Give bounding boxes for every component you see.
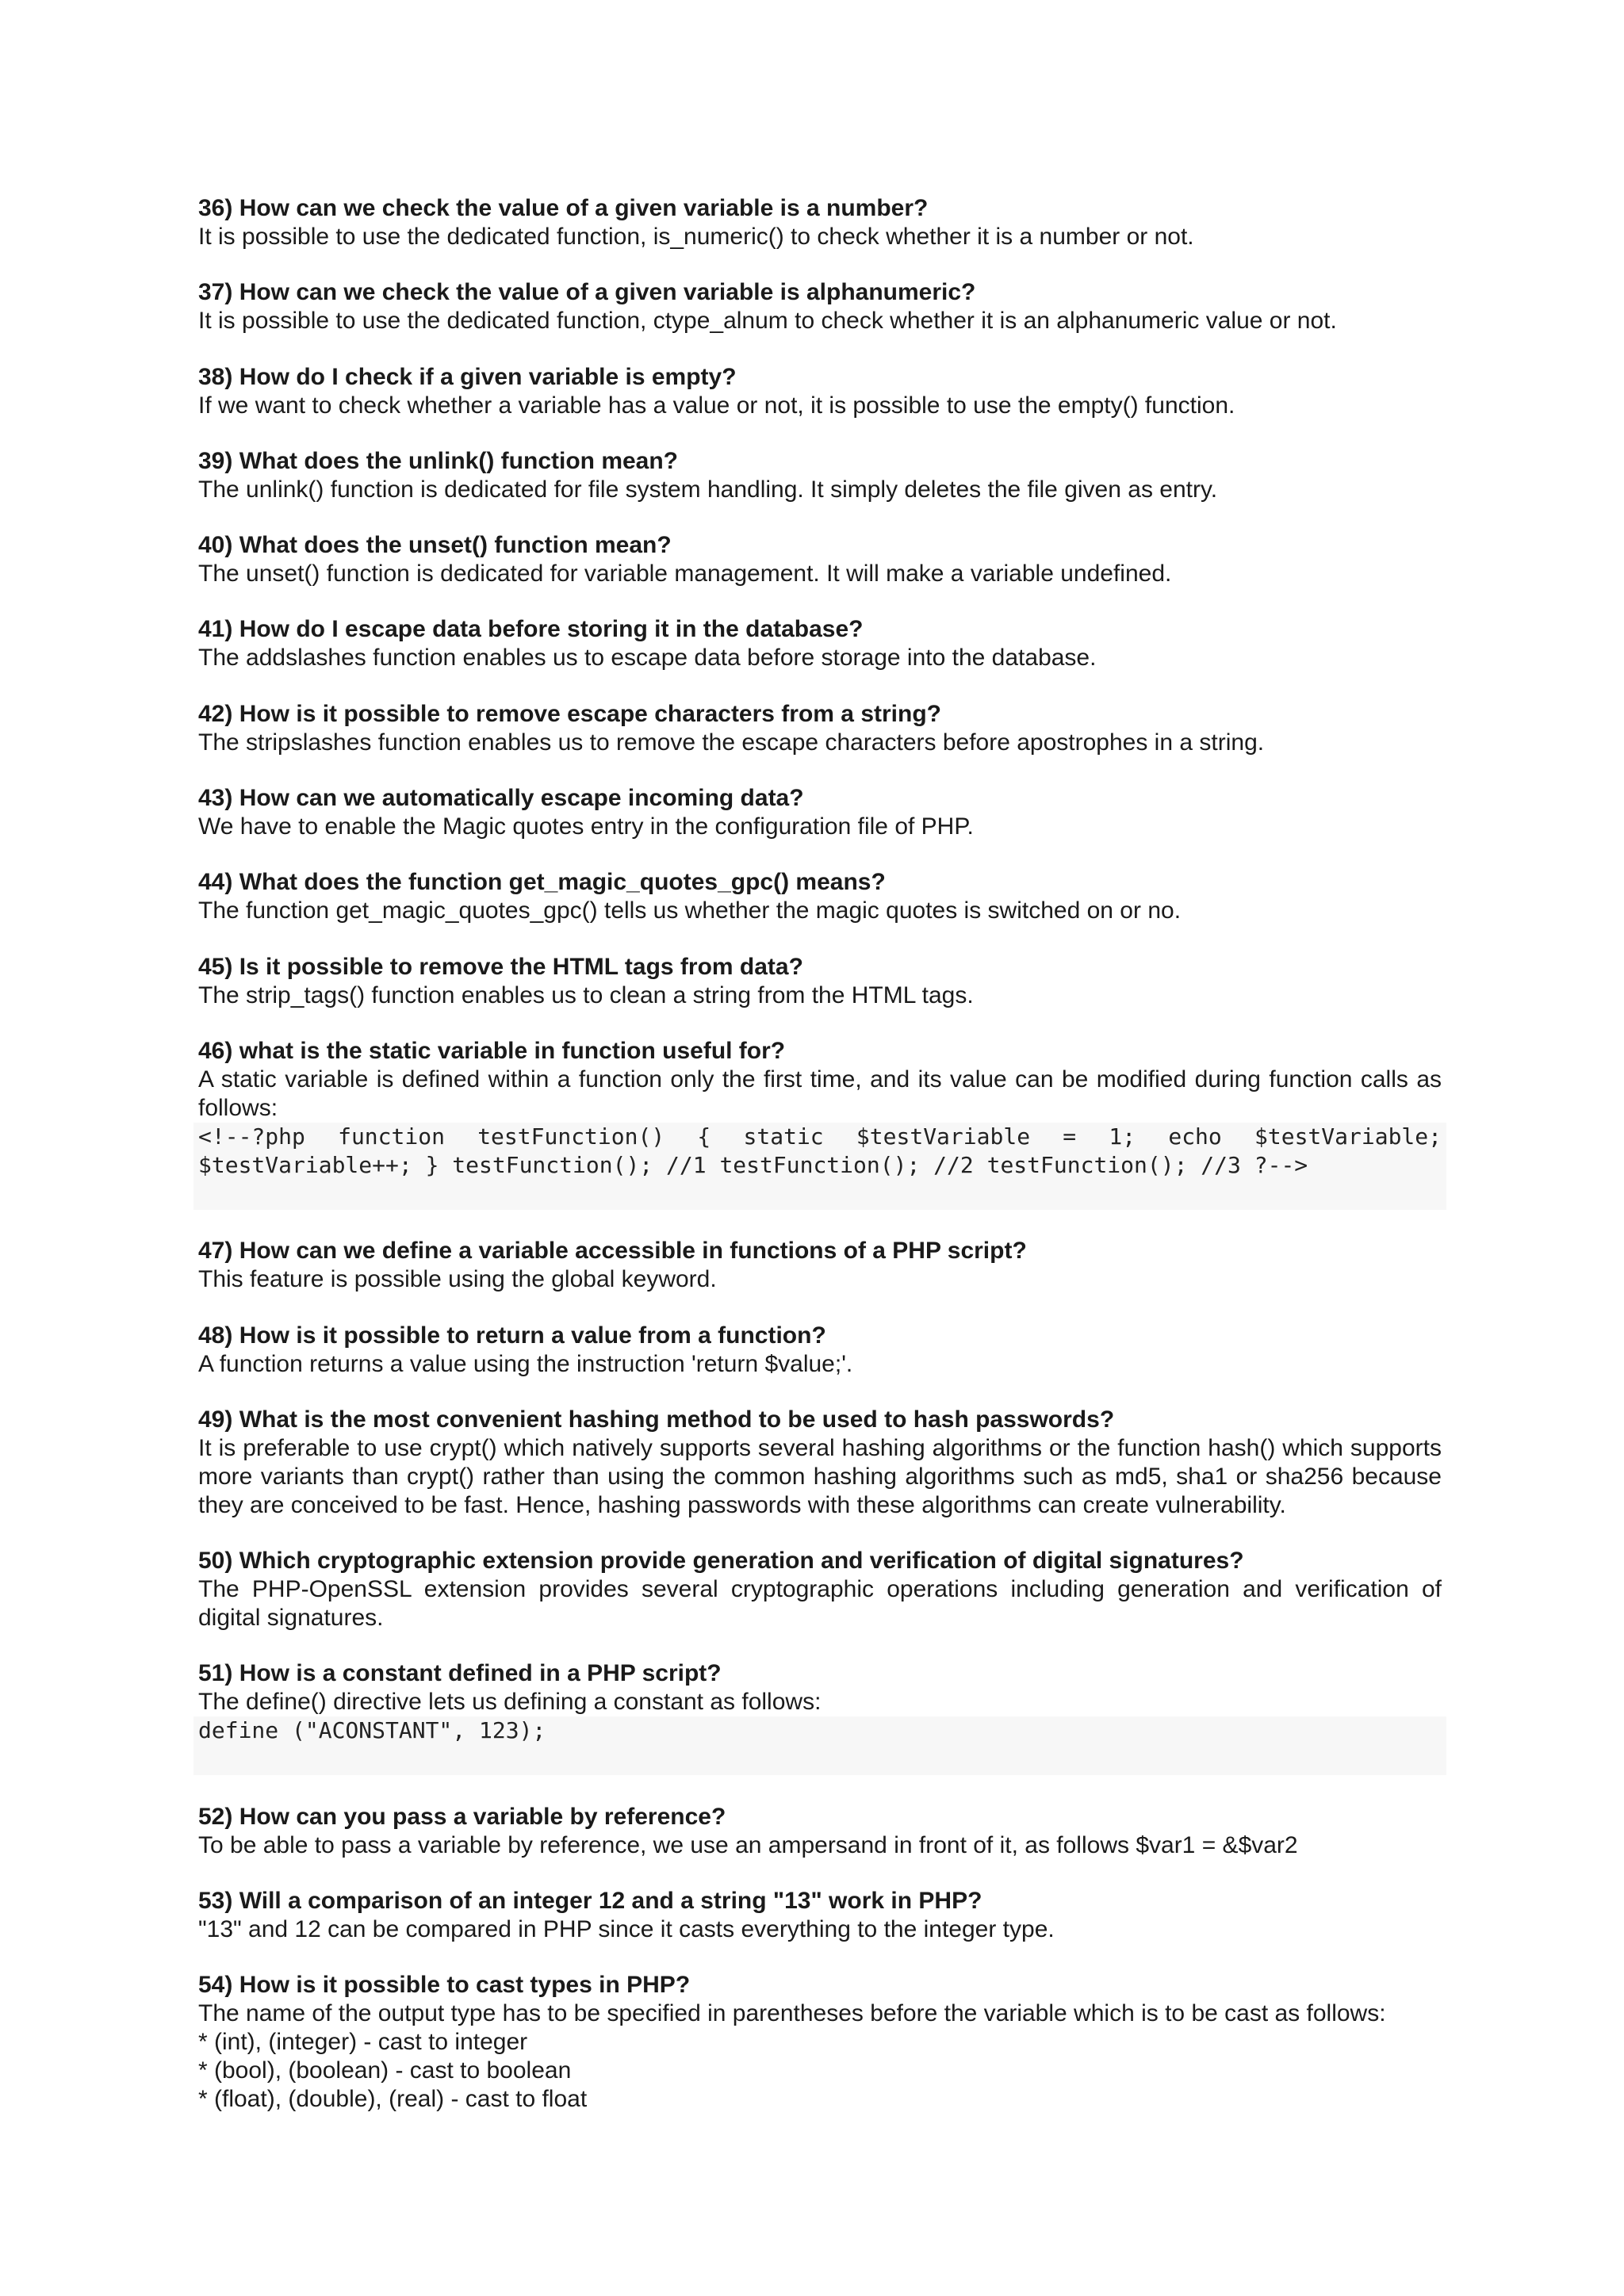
qa-41	[198, 615, 1442, 672]
qa-37	[198, 278, 1442, 335]
question: 42) How is it possible to remove escape characters from a string?	[198, 700, 941, 727]
question: 45) Is it possible to remove the HTML tags from data?	[198, 953, 803, 980]
code-block: define ("ACONSTANT", 123);	[193, 1716, 1446, 1775]
qa-51	[198, 1659, 1442, 1775]
question: 53) Will a comparison of an integer 12 and a string "13" work in PHP?	[198, 1888, 982, 1915]
qa-40	[198, 531, 1442, 588]
answer: It is possible to use the dedicated function, is_numeric() to check whether it is a number or not.	[198, 224, 1194, 250]
list-item: * (int), (integer) - cast to integer	[198, 2029, 528, 2056]
qa-45	[198, 953, 1442, 1010]
question: 49) What is the most convenient hashing method to be used to hash passwords?	[198, 1406, 1115, 1433]
qa-36	[198, 194, 1442, 251]
qa-42	[198, 700, 1442, 757]
answer: We have to enable the Magic quotes entry in the configuration file of PHP.	[198, 813, 974, 840]
question: 54) How is it possible to cast types in PHP?	[198, 1972, 691, 1999]
qa-44	[198, 868, 1442, 925]
answer: A static variable is defined within a function only the first time, and its value can be modified during function calls as follows:	[198, 1066, 1442, 1121]
qa-43	[198, 784, 1442, 841]
qa-53	[198, 1887, 1442, 1944]
question: 38) How do I check if a given variable is empty?	[198, 363, 737, 390]
answer: The addslashes function enables us to escape data before storage into the database.	[198, 645, 1097, 672]
answer: If we want to check whether a variable has a value or not, it is possible to use the empty() function.	[198, 392, 1235, 419]
question: 39) What does the unlink() function mean?	[198, 447, 679, 474]
question: 48) How is it possible to return a value from a function?	[198, 1322, 826, 1349]
question: 37) How can we check the value of a given variable is alphanumeric?	[198, 279, 976, 306]
answer: It is possible to use the dedicated function, ctype_alnum to check whether it is an alphanumeric value or not.	[198, 308, 1337, 335]
question: 52) How can you pass a variable by reference?	[198, 1803, 726, 1830]
qa-39	[198, 447, 1442, 504]
answer: "13" and 12 can be compared in PHP since it casts everything to the integer type.	[198, 1916, 1055, 1943]
answer: To be able to pass a variable by reference, we use an ampersand in front of it, as follows $var1 = &$var2	[198, 1831, 1298, 1858]
question: 47) How can we define a variable accessible in functions of a PHP script?	[198, 1238, 1027, 1265]
question: 44) What does the function get_magic_quotes_gpc() means?	[198, 869, 886, 896]
answer: The stripslashes function enables us to remove the escape characters before apostrophes in a string.	[198, 729, 1265, 756]
qa-47	[198, 1237, 1442, 1294]
question: 36) How can we check the value of a given variable is a number?	[198, 195, 929, 221]
answer: The define() directive lets us defining a constant as follows:	[198, 1689, 822, 1716]
answer: The unlink() function is dedicated for file system handling. It simply deletes the file given as entry.	[198, 476, 1218, 503]
question: 40) What does the unset() function mean?	[198, 532, 672, 559]
question: 46) what is the static variable in function useful for?	[198, 1037, 786, 1064]
list-item: * (float), (double), (real) - cast to float	[198, 2086, 588, 2113]
list-item: * (bool), (boolean) - cast to boolean	[198, 2057, 572, 2084]
answer: The PHP-OpenSSL extension provides several cryptographic operations including generation and verification of digital signatures.	[198, 1576, 1442, 1632]
code-block: <!--?php function testFunction() { static $testVariable = 1; echo $testVariable; $testVariable++; } testFunction(); //1 testFunction(); //2 testFunction(); //3 ?-->	[193, 1123, 1446, 1210]
question: 41) How do I escape data before storing it in the database?	[198, 616, 864, 643]
qa-38	[198, 363, 1442, 420]
question: 43) How can we automatically escape incoming data?	[198, 785, 804, 812]
qa-54	[198, 1971, 1442, 2114]
qa-50	[198, 1547, 1442, 1632]
qa-48	[198, 1322, 1442, 1379]
qa-46	[198, 1037, 1442, 1210]
answer: It is preferable to use crypt() which natively supports several hashing algorithms or the function hash() which supports more variants than crypt() rather than using the common hashing algorithms such as md5, sha1 or sha256 because they are conceived to be fast. Hence, hashing passwords with these algorithms can create vulnerability.	[198, 1434, 1442, 1518]
question: 50) Which cryptographic extension provide generation and verification of digital signatures?	[198, 1548, 1244, 1575]
answer: This feature is possible using the global keyword.	[198, 1266, 717, 1293]
qa-49	[198, 1406, 1442, 1520]
qa-52	[198, 1803, 1442, 1860]
answer: The unset() function is dedicated for variable management. It will make a variable undefined.	[198, 561, 1172, 587]
answer: A function returns a value using the instruction 'return $value;'.	[198, 1350, 853, 1377]
answer: The function get_magic_quotes_gpc() tells us whether the magic quotes is switched on or no.	[198, 897, 1182, 924]
answer: The strip_tags() function enables us to clean a string from the HTML tags.	[198, 982, 974, 1008]
answer: The name of the output type has to be specified in parentheses before the variable which is to be cast as follows:	[198, 2000, 1386, 2027]
question: 51) How is a constant defined in a PHP script?	[198, 1660, 722, 1687]
